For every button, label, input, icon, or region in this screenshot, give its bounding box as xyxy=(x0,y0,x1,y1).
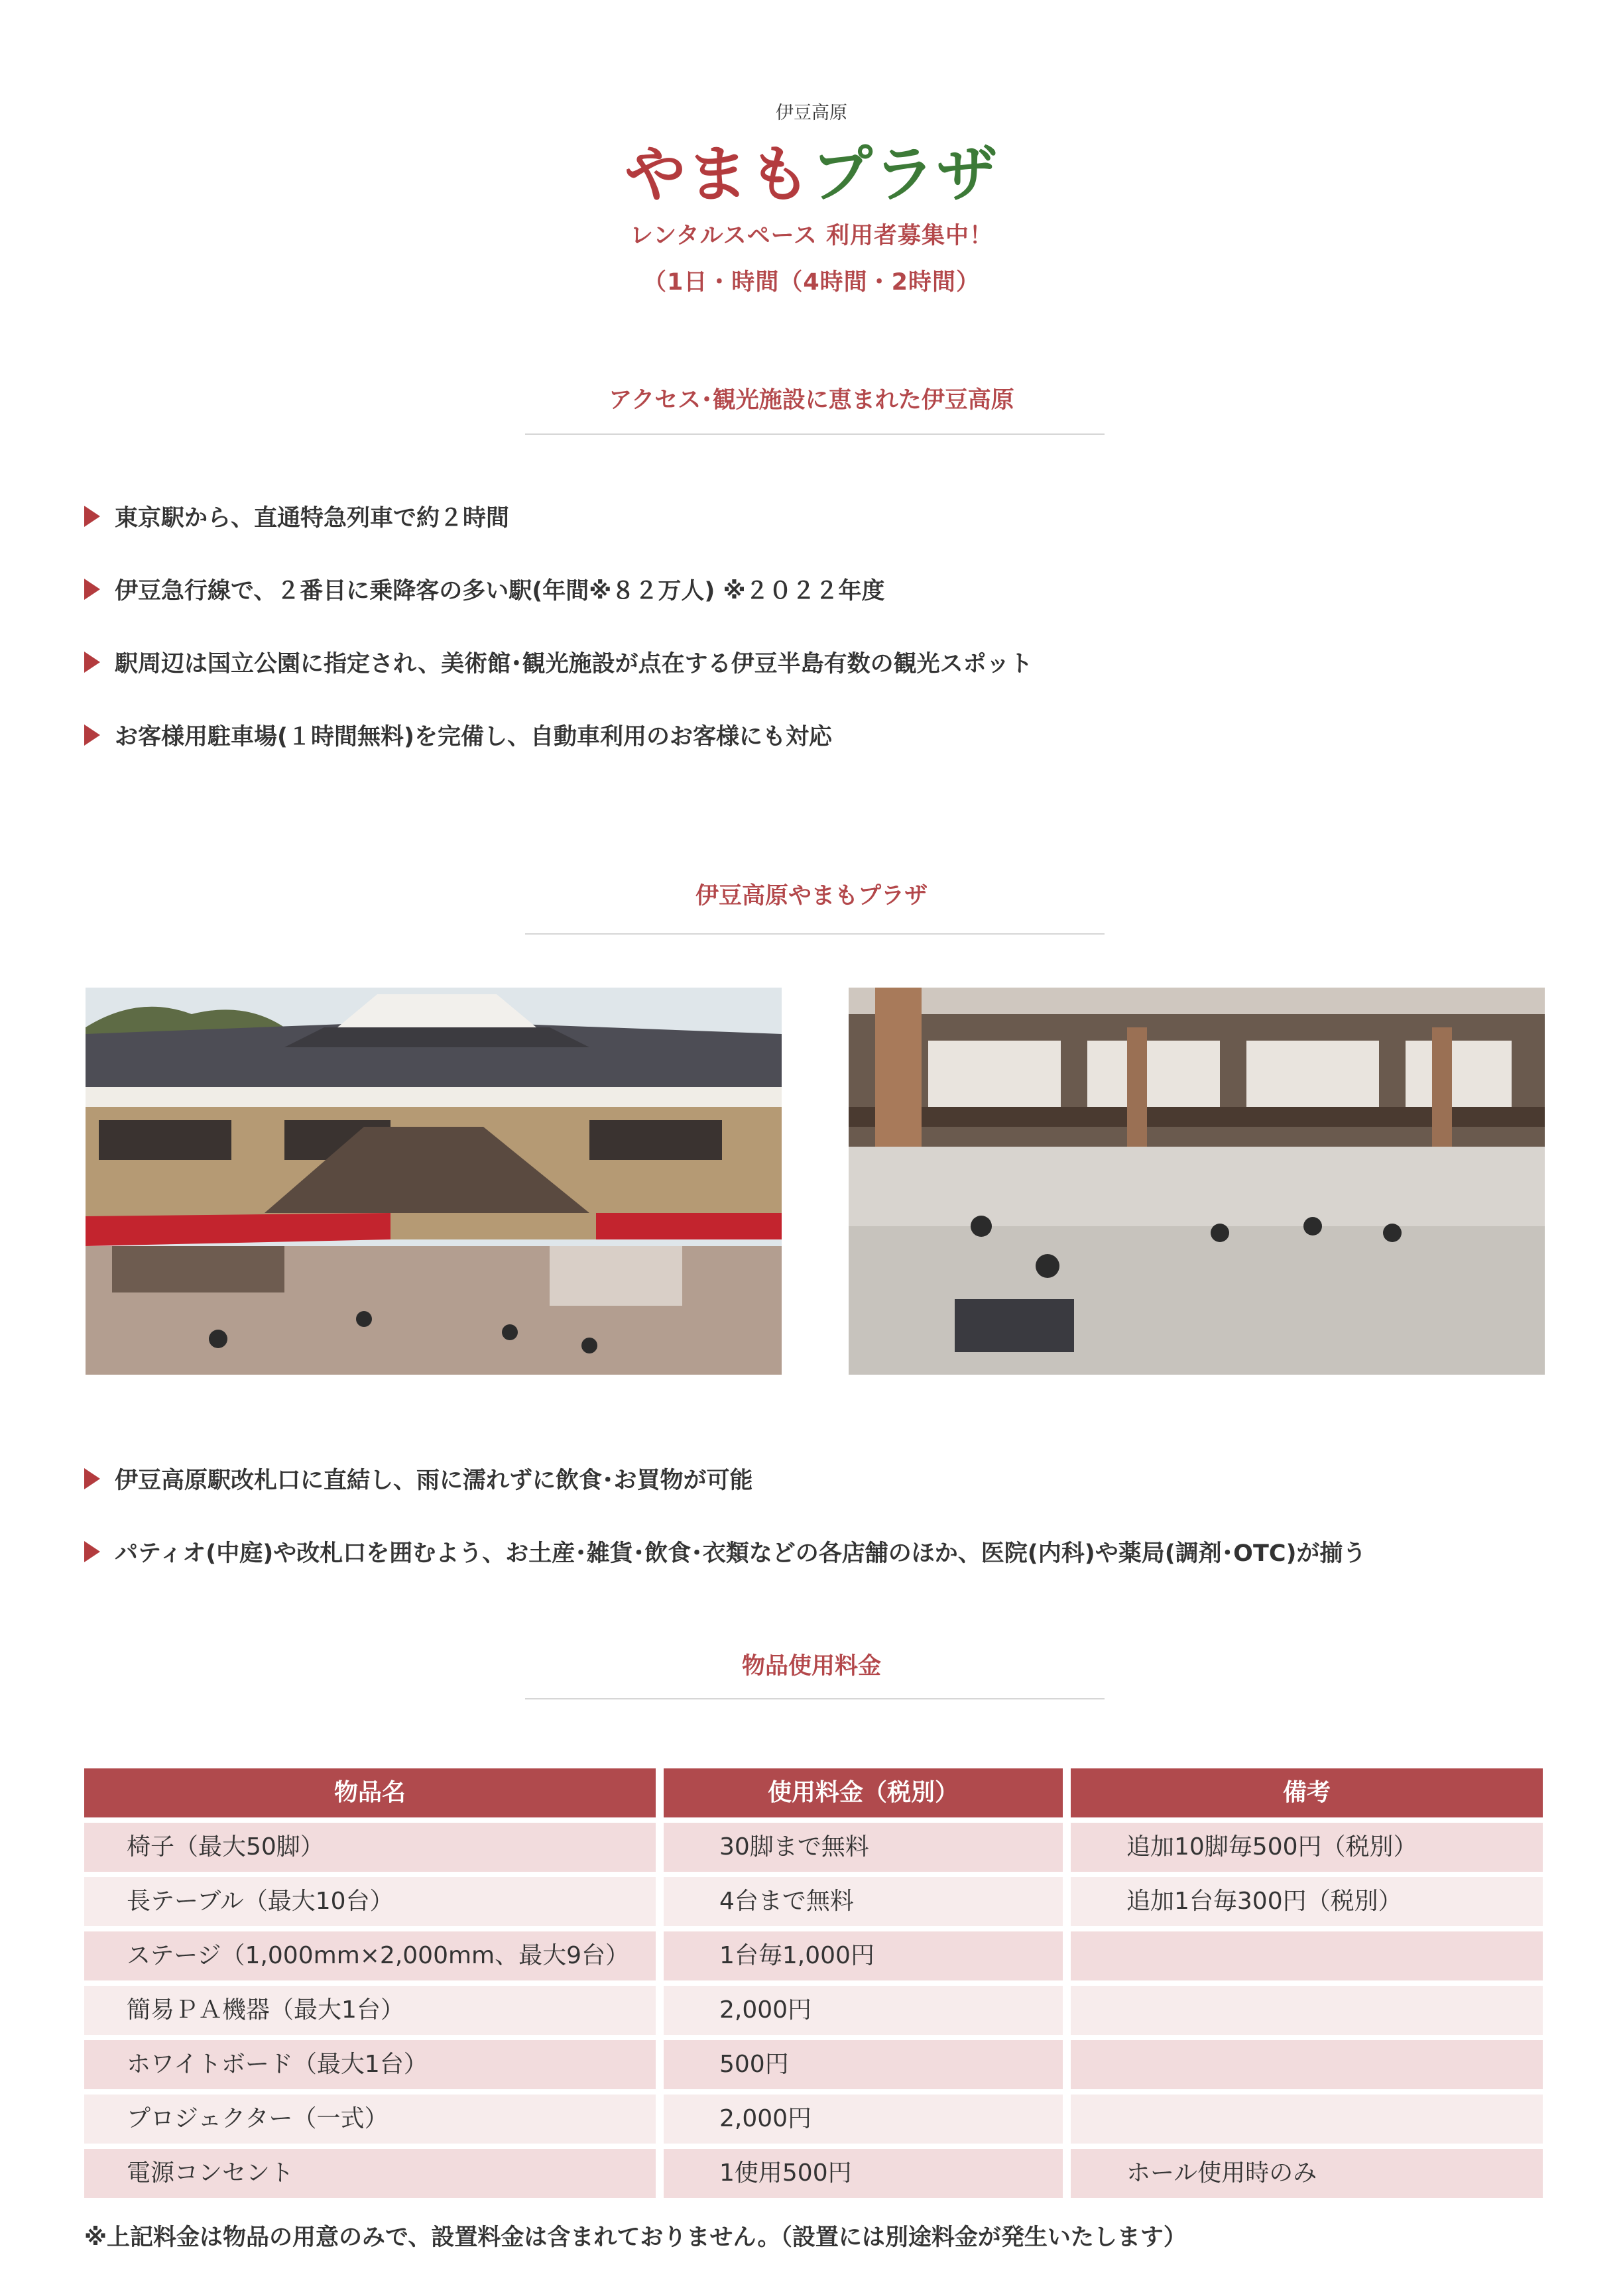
remarks-cell: ホール使用時のみ xyxy=(1071,2149,1543,2198)
fee-cell: 30脚まで無料 xyxy=(664,1823,1063,1872)
header-fee: 使用料金（税別） xyxy=(664,1768,1063,1817)
headline-recruitment: レンタルスペース 利用者募集中！ xyxy=(629,223,994,249)
triangle-bullet-icon xyxy=(84,579,100,600)
item-name-cell: 簡易ＰＡ機器（最大1台） xyxy=(84,1986,656,2035)
section-title-access: アクセス･観光施設に恵まれた伊豆高原 xyxy=(609,387,1014,414)
section-title-fees: 物品使用料金 xyxy=(741,1653,881,1680)
table-row xyxy=(84,2040,1543,2089)
remarks-cell xyxy=(1071,2095,1543,2144)
remarks-cell xyxy=(1071,1931,1543,1980)
item-name-cell: 長テーブル（最大10台） xyxy=(84,1877,656,1926)
access-list-item: 東京駅から、直通特急列車で約２時間 xyxy=(84,500,509,533)
section-title-plaza: 伊豆高原やまもプラザ xyxy=(695,883,928,909)
table-row xyxy=(84,1986,1543,2035)
section-divider xyxy=(525,1698,1105,1699)
item-name-cell: 椅子（最大50脚） xyxy=(84,1823,656,1872)
table-row xyxy=(84,1823,1543,1872)
plaza-list-item: パティオ(中庭)や改札口を囲むよう、お土産･雑貨･飲食･衣類などの各店舗のほか、医院(内科)や薬局(調剤･OTC)が揃う xyxy=(84,1535,1366,1568)
fee-cell: 2,000円 xyxy=(664,1986,1063,2035)
headline-duration: （1日・時間（4時間・2時間） xyxy=(642,269,981,296)
access-list-item: お客様用駐車場(１時間無料)を完備し、自動車利用のお客様にも対応 xyxy=(84,718,832,752)
logo-text-plaza: プラザ xyxy=(812,139,999,210)
remarks-cell xyxy=(1071,2040,1543,2089)
triangle-bullet-icon xyxy=(84,1468,100,1489)
access-list-item: 駅周辺は国立公園に指定され、美術館･観光施設が点在する伊豆半島有数の観光スポット xyxy=(84,646,1033,679)
photo-plaza-exterior xyxy=(86,988,782,1375)
fee-cell: 2,000円 xyxy=(664,2095,1063,2144)
header-remarks: 備考 xyxy=(1071,1768,1543,1817)
remarks-cell: 追加1台毎300円（税別） xyxy=(1071,1877,1543,1926)
fee-note: ※上記料金は物品の用意のみで、設置料金は含まれておりません。（設置には別途料金が発生いたします） xyxy=(84,2224,1187,2251)
remarks-cell xyxy=(1071,1986,1543,2035)
logo-subtitle: 伊豆高原 xyxy=(776,103,847,123)
fee-cell: 4台まで無料 xyxy=(664,1877,1063,1926)
header-item-name: 物品名 xyxy=(84,1768,656,1817)
logo-text-yamamo: やまも xyxy=(624,139,812,210)
triangle-bullet-icon xyxy=(84,1541,100,1562)
plaza-list-item: 伊豆高原駅改札口に直結し、雨に濡れずに飲食･お買物が可能 xyxy=(84,1462,753,1495)
photo-plaza-interior xyxy=(849,988,1545,1375)
table-row xyxy=(84,1877,1543,1926)
fee-cell: 1台毎1,000円 xyxy=(664,1931,1063,1980)
fee-cell: 1使用500円 xyxy=(664,2149,1063,2198)
fee-cell: 500円 xyxy=(664,2040,1063,2089)
section-divider xyxy=(525,433,1105,435)
item-name-cell: 電源コンセント xyxy=(84,2149,656,2198)
item-name-cell: ホワイトボード（最大1台） xyxy=(84,2040,656,2089)
triangle-bullet-icon xyxy=(84,506,100,527)
remarks-cell: 追加10脚毎500円（税別） xyxy=(1071,1823,1543,1872)
table-row xyxy=(84,1931,1543,1980)
item-name-cell: プロジェクター（一式） xyxy=(84,2095,656,2144)
triangle-bullet-icon xyxy=(84,724,100,746)
table-row xyxy=(84,2149,1543,2198)
section-divider xyxy=(525,933,1105,935)
fee-table-header xyxy=(84,1768,1543,1817)
table-row xyxy=(84,2095,1543,2144)
fee-table xyxy=(84,1768,1543,2203)
item-name-cell: ステージ（1,000mm×2,000mm、最大9台） xyxy=(84,1931,656,1980)
triangle-bullet-icon xyxy=(84,652,100,673)
logo xyxy=(0,126,1623,213)
access-list-item: 伊豆急行線で、２番目に乗降客の多い駅(年間※８２万人) ※２０２２年度 xyxy=(84,573,885,606)
